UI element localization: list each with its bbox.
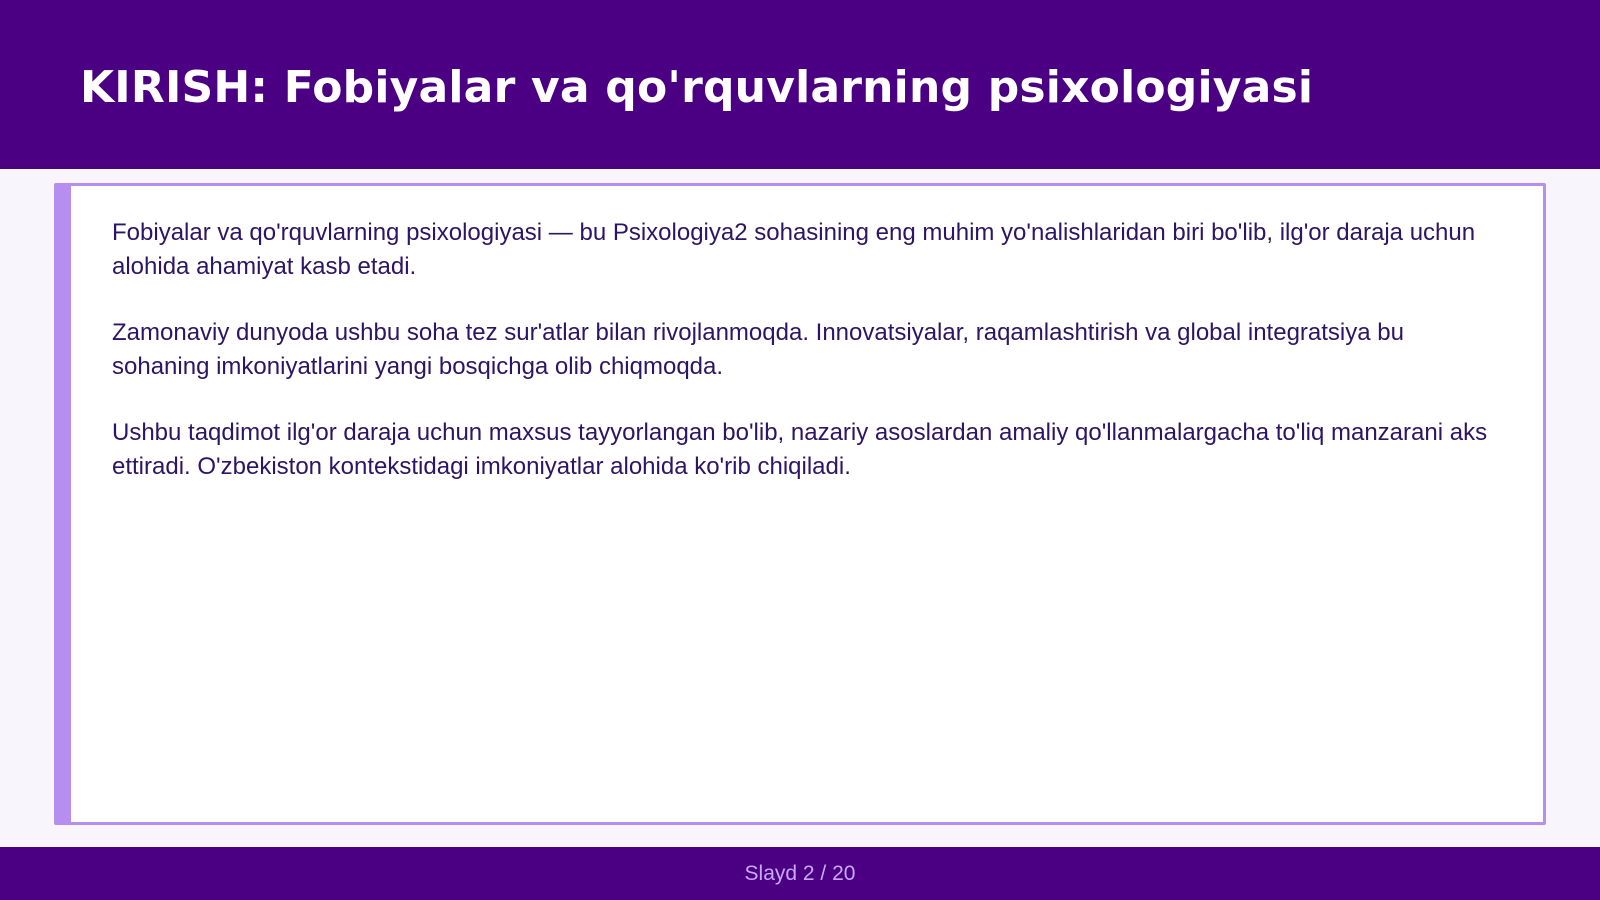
paragraph-presentation-scope: Ushbu taqdimot ilg'or daraja uchun maxsus tayyorlangan bo'lib, nazariy asoslardan amaliy qo'llanmalargacha to'liq manzarani aks ettiradi. O'zbekiston kontekstidagi imkoniyatlar alohida ko'rib chiqiladi. [112,419,1488,480]
content-body [112,216,1507,516]
slide-counter: Slayd 2 / 20 [744,862,856,885]
paragraph-modern-world: Zamonaviy dunyoda ushbu soha tez sur'atlar bilan rivojlanmoqda. Innovatsiyalar, raqamlashtirish va global integratsiya bu sohaning imkoniyatlarini yangi bosqichga olib chiqmoqda. [112,319,1404,380]
slide-footer [0,847,1600,900]
content-card [54,183,1546,825]
slide-title: KIRISH: Fobiyalar va qo'rquvlarning psixologiyasi [80,62,1314,113]
slide-header [0,0,1600,169]
paragraph-intro: Fobiyalar va qo'rquvlarning psixologiyasi — bu Psixologiya2 sohasining eng muhim yo'nalishlaridan biri bo'lib, ilg'or daraja uchun alohida ahamiyat kasb etadi. [112,219,1476,280]
